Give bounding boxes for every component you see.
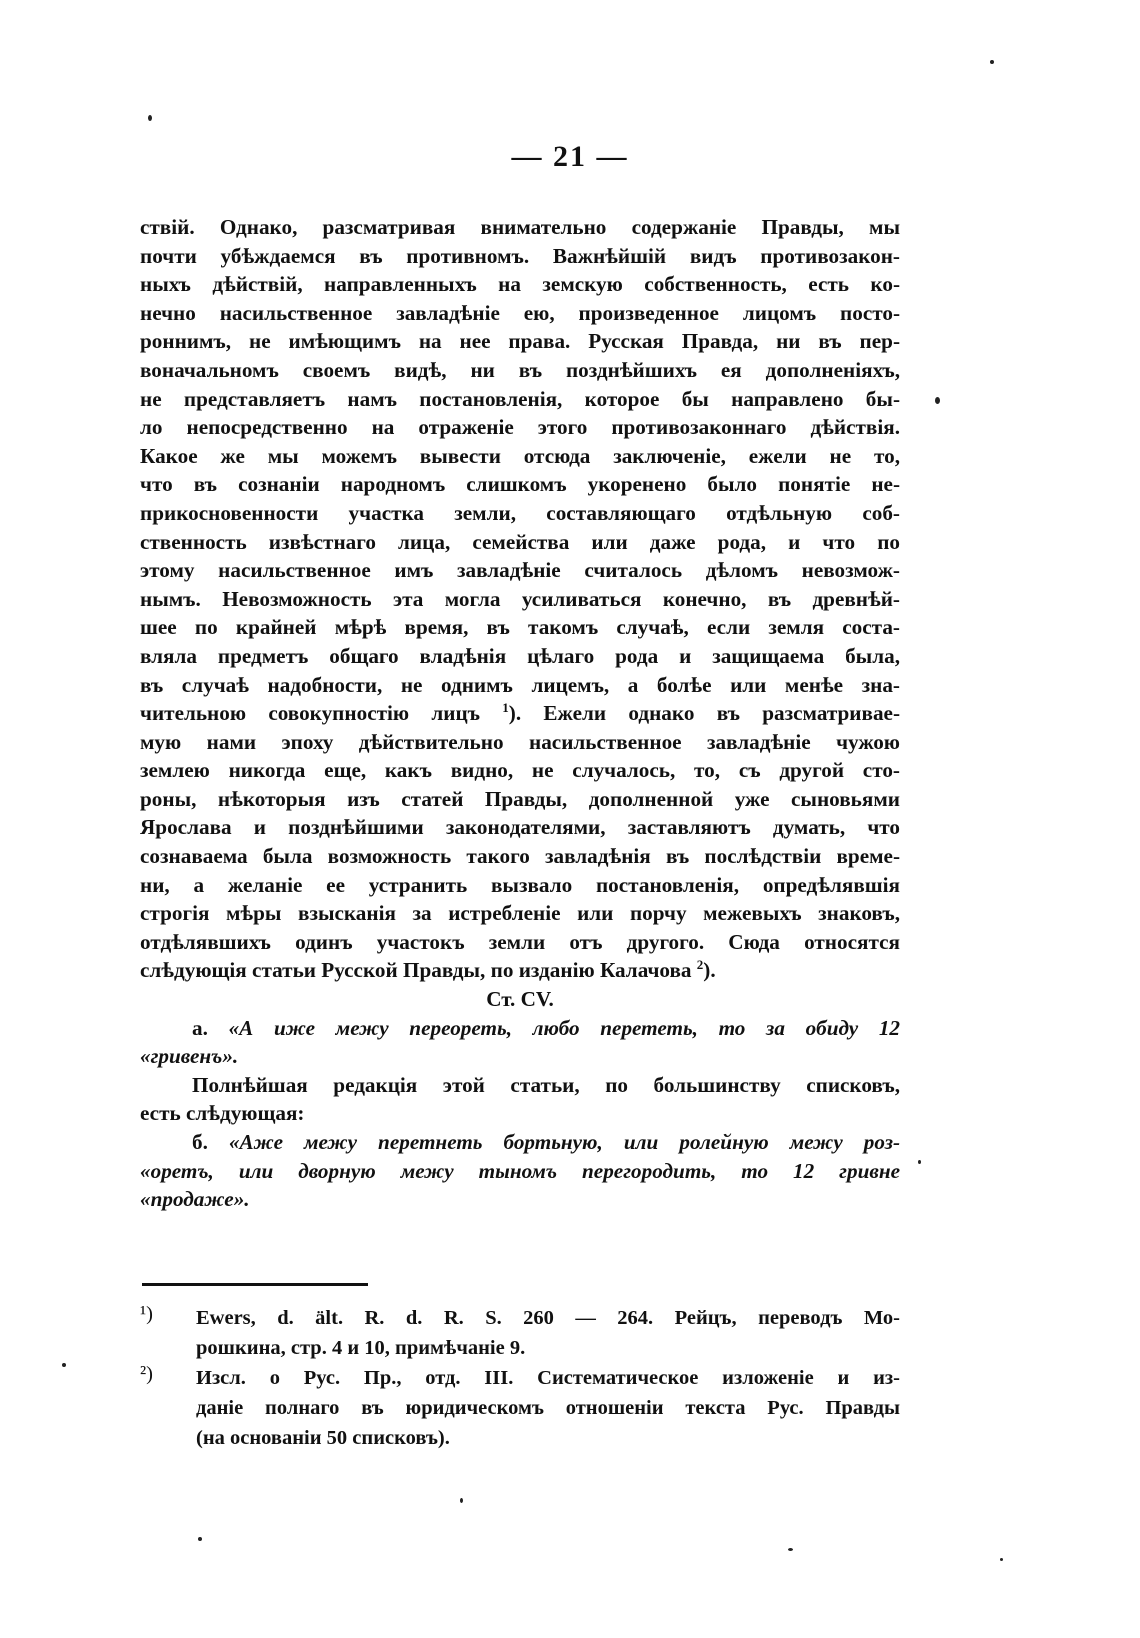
text-line: есть слѣдующая: (140, 1101, 305, 1126)
text-line: воначальномъ своемъ видѣ, ни въ позднѣйшихъ ея дополненіяхъ, (140, 357, 900, 382)
text-line: строгія мѣры взысканія за истребленіе или порчу межевыхъ знаковъ, (140, 901, 900, 926)
article-a-label: а. (192, 1015, 208, 1040)
article-b-line: «оретъ, или дворную межу тыномъ перегородить, то 12 гривне (140, 1158, 900, 1183)
text-fragment: чительною совокупностію лицъ (140, 701, 481, 726)
scan-speck (198, 1537, 202, 1541)
text-line: ни, а желаніе ее устранить вызвало постановленія, опредѣлявшія (140, 872, 900, 897)
text-line: ствій. Однако, разсматривая внимательно содержаніе Правды, мы (140, 215, 900, 239)
text-line: нымъ. Невозможность эта могла усиливаться конечно, въ древнѣй- (140, 586, 900, 611)
text-line: что въ сознаніи народномъ слишкомъ укоренено было понятіе не- (140, 472, 900, 497)
scan-speck (935, 397, 940, 404)
scan-speck (918, 1160, 921, 1164)
text-line: роннимъ, не имѣющимъ на нее права. Русская Правда, ни въ пер- (140, 329, 900, 354)
text-fragment: ). (703, 958, 716, 983)
page-number: — 21 — (511, 140, 629, 173)
text-line: почти убѣждаемся въ противномъ. Важнѣйшій видъ противозакон- (140, 243, 900, 268)
article-a-line: «гривенъ». (140, 1044, 239, 1069)
footnote-line: рошкина, стр. 4 и 10, примѣчаніе 9. (196, 1337, 526, 1359)
text-line: въ случаѣ надобности, не однимъ лицемъ, а болѣе или менѣе зна- (140, 672, 900, 697)
text-line: нечно насильственное завладѣніе ею, произведенное лицомъ посто- (140, 300, 900, 325)
text-line: не представляетъ намъ постановленія, которое бы направлено бы- (140, 386, 900, 411)
footnote-divider (142, 1283, 368, 1286)
text-line: землею никогда еще, какъ видно, не случалось, то, съ другой сто- (140, 758, 900, 783)
text-line: отдѣлявшихъ одинъ участокъ земли отъ другого. Сюда относятся (140, 929, 900, 954)
scan-speck (148, 115, 152, 121)
text-line: ло непосредственно на отраженіе этого противозаконнаго дѣйствія. (140, 415, 900, 440)
text-line: прикосновенности участка земли, составляющаго отдѣльную соб- (140, 500, 900, 525)
article-a-line (140, 1014, 900, 1043)
footnotes (140, 1303, 900, 1453)
footnote-reference: 1 (502, 700, 509, 716)
footnote-reference: 2 (696, 957, 704, 973)
text-line: ственность извѣстнаго лица, семейства или даже рода, и что по (140, 529, 900, 554)
scan-speck (788, 1548, 793, 1551)
footnote-line: даніе полнаго въ юридическомъ отношеніи текста Рус. Правды (196, 1397, 900, 1419)
footnote-marker: ¹) (140, 1303, 153, 1325)
text-line: ныхъ дѣйствій, направленныхъ на земскую собственность, есть ко- (140, 272, 900, 297)
footnote-line: (на основаніи 50 списковъ). (196, 1427, 450, 1449)
text-fragment: слѣдующія статьи Русской Правды, по изданію Калачова (140, 958, 692, 983)
text-line: сознаваема была возможность такого завладѣнія въ послѣдствіи време- (140, 844, 900, 869)
text-fragment: «Аже межу перетнеть бортьную, или ролейную межу роз- (228, 1130, 901, 1154)
footnote-1 (140, 1303, 900, 1363)
footnote-line: Ewers, d. ält. R. d. R. S. 260 — 264. Рейцъ, переводъ Мо- (196, 1307, 900, 1329)
scan-speck (460, 1498, 463, 1503)
article-heading: Ст. CV. (486, 987, 554, 1012)
text-line: Полнѣйшая редакція этой статьи, по большинству списковъ, (192, 1072, 900, 1097)
article-b-line (140, 1128, 900, 1157)
footnote-marker: ²) (140, 1363, 153, 1385)
text-line: вляла предметъ общаго владѣнія цѣлаго рода и защищаема была, (140, 643, 900, 668)
main-text (140, 213, 900, 1214)
footnote-2 (140, 1363, 900, 1453)
text-line-with-footnote (140, 956, 900, 985)
footnote-line: Изсл. о Рус. Пр., отд. III. Систематическое изложеніе и из- (196, 1367, 900, 1389)
text-line: Какое же мы можемъ вывести отсюда заключеніе, ежели не то, (140, 443, 900, 468)
article-b-label: б. (192, 1130, 208, 1154)
text-line: Ярослава и позднѣйшими законодателями, заставляютъ думать, что (140, 815, 900, 840)
text-fragment: ). Ежели однако въ разсматривае- (508, 701, 901, 726)
text-line: этому насильственное имъ завладѣніе считалось дѣломъ невозмож- (140, 558, 900, 583)
text-line: шее по крайней мѣрѣ время, въ такомъ случаѣ, если земля соста- (140, 615, 900, 640)
scan-speck (62, 1363, 66, 1367)
scan-speck (1000, 1558, 1003, 1561)
text-line: роны, нѣкоторыя изъ статей Правды, дополненной уже сыновьями (140, 786, 900, 811)
text-fragment: «А иже межу переореть, любо перететь, то за обиду 12 (228, 1015, 901, 1040)
text-line-with-footnote (140, 699, 900, 728)
article-b-line: «продаже». (140, 1187, 250, 1212)
text-line: мую нами эпоху дѣйствительно насильственное завладѣніе чужою (140, 729, 900, 754)
scan-speck (990, 60, 994, 64)
